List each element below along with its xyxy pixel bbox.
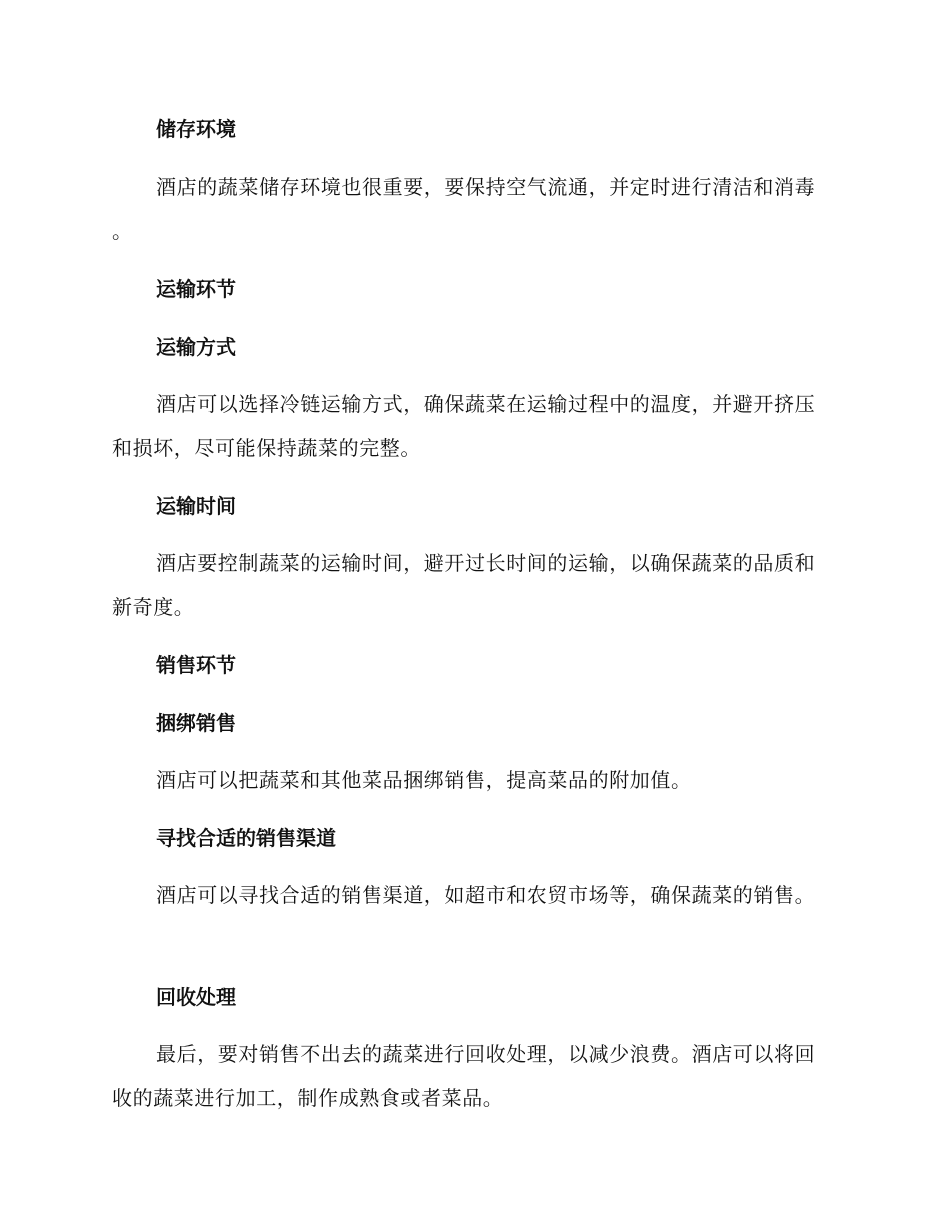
section-heading-transport-time: 运输时间	[156, 494, 236, 518]
section-heading-bundled-sales: 捆绑销售	[156, 711, 236, 735]
section-heading-recycling: 回收处理	[156, 985, 236, 1009]
paragraph-bundled-sales: 酒店可以把蔬菜和其他菜品捆绑销售，提高菜品的附加值。	[156, 768, 692, 792]
section-heading-sales: 销售环节	[156, 653, 236, 677]
section-heading-storage-environment: 储存环境	[156, 117, 236, 141]
paragraph-recycling: 最后，要对销售不出去的蔬菜进行回收处理，以减少浪费。酒店可以将回收的蔬菜进行加工，制作成熟食或者菜品。	[112, 1042, 816, 1110]
paragraph-sales-channels: 酒店可以寻找合适的销售渠道，如超市和农贸市场等，确保蔬菜的销售。	[156, 883, 816, 907]
section-heading-sales-channels: 寻找合适的销售渠道	[156, 826, 336, 850]
section-heading-transport-method: 运输方式	[156, 335, 236, 359]
paragraph-transport-time: 酒店要控制蔬菜的运输时间，避开过长时间的运输，以确保蔬菜的品质和新奇度。	[112, 551, 816, 619]
section-heading-transport: 运输环节	[156, 277, 236, 301]
paragraph-storage-environment: 酒店的蔬菜储存环境也很重要，要保持空气流通，并定时进行清洁和消毒。	[112, 175, 816, 243]
paragraph-transport-method: 酒店可以选择冷链运输方式，确保蔬菜在运输过程中的温度，并避开挤压和损坏，尽可能保持蔬菜的完整。	[112, 392, 816, 460]
